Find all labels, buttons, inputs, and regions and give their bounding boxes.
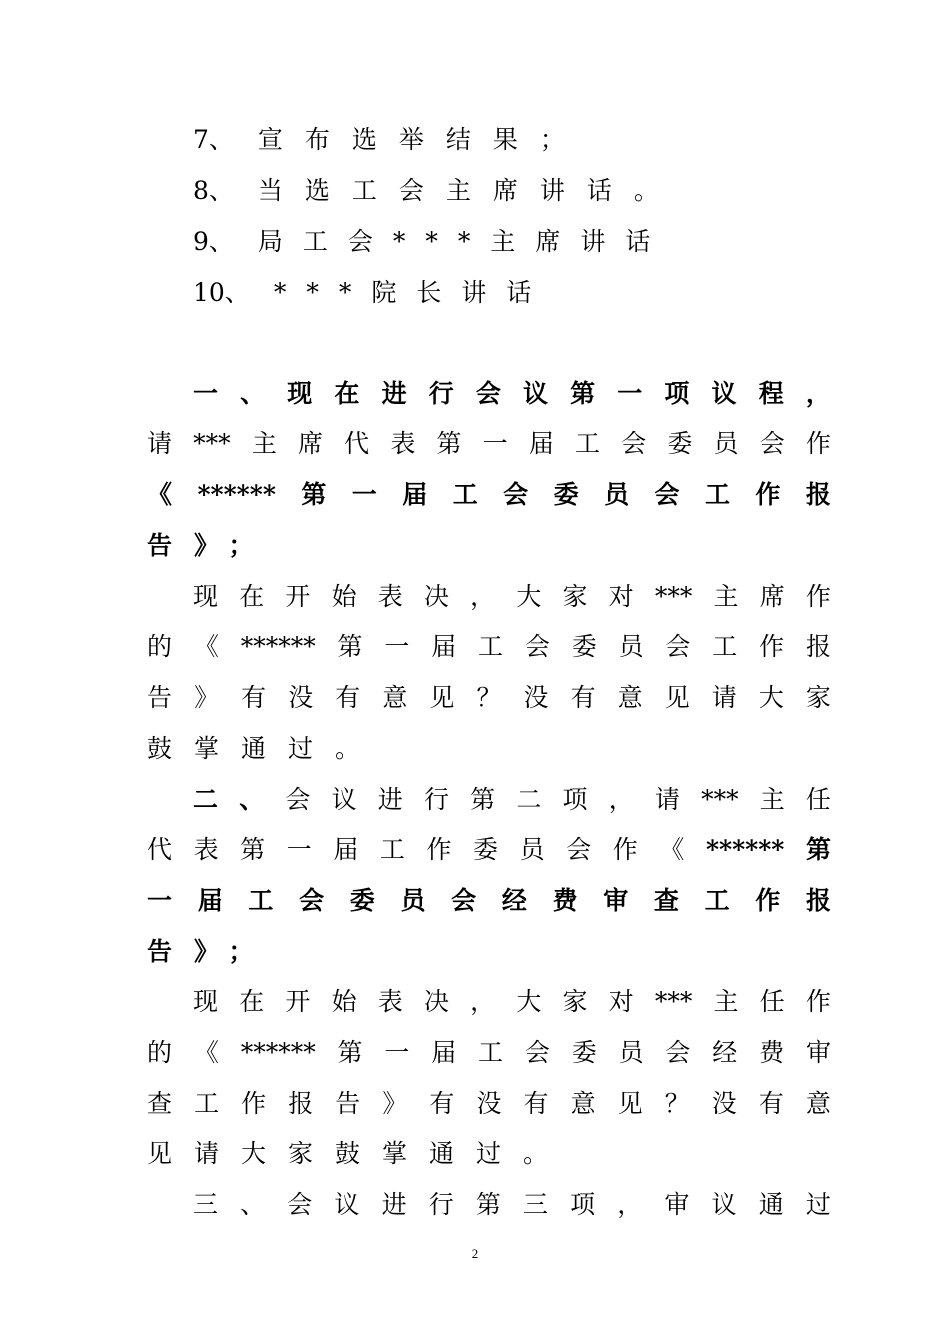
text-glyph: 没: [288, 683, 314, 712]
text-glyph: 主: [713, 582, 739, 611]
vote1-line4-text: 鼓掌通过。: [147, 734, 383, 763]
section2-line3: [147, 881, 831, 921]
text-glyph: 进: [381, 379, 407, 408]
text-glyph: 委: [571, 1038, 597, 1067]
text-glyph: 作: [426, 835, 452, 864]
section1-line2: [147, 424, 831, 464]
text-glyph: 第: [337, 1038, 363, 1067]
text-glyph: 《: [193, 632, 219, 661]
text-glyph: ？: [476, 683, 502, 712]
text-glyph: 请: [711, 683, 737, 712]
text-glyph: 主: [713, 987, 739, 1016]
text-glyph: 会: [665, 632, 691, 661]
text-glyph: 议: [334, 1190, 360, 1219]
text-glyph: 三: [193, 1190, 219, 1219]
vote1-line2: [147, 627, 831, 667]
text-glyph: 议: [711, 1190, 737, 1219]
agenda-item-text: 局工会***主席讲话: [257, 227, 671, 256]
text-glyph: 第: [475, 1190, 501, 1219]
text-glyph: 第: [436, 429, 462, 458]
text-glyph: 一: [193, 379, 219, 408]
text-glyph: 意: [382, 683, 408, 712]
text-glyph: 工: [704, 886, 730, 915]
text-glyph: 、: [240, 379, 266, 408]
text-glyph: 费: [759, 1038, 785, 1067]
text-glyph: 会: [621, 429, 647, 458]
text-glyph: 审: [664, 1190, 690, 1219]
text-glyph: ？: [664, 1089, 690, 1118]
text-glyph: 的: [147, 632, 173, 661]
agenda-item-text: 当选工会主席讲话。: [257, 176, 681, 205]
text-glyph: ***: [654, 582, 693, 611]
text-glyph: 会: [451, 886, 477, 915]
text-glyph: 作: [805, 429, 831, 458]
text-glyph: 有: [241, 683, 267, 712]
text-glyph: 表: [193, 835, 219, 864]
text-glyph: 会: [299, 886, 325, 915]
text-glyph: 会: [665, 1038, 691, 1067]
agenda-item-8: [193, 171, 681, 211]
text-glyph: 查: [653, 886, 679, 915]
text-glyph: 员: [604, 480, 630, 509]
text-glyph: 工: [452, 480, 478, 509]
text-glyph: 对: [608, 582, 634, 611]
text-glyph: 第: [337, 632, 363, 661]
text-glyph: 作: [755, 480, 781, 509]
text-glyph: 有: [335, 683, 361, 712]
text-glyph: 见: [617, 1089, 643, 1118]
text-glyph: 查: [147, 1089, 173, 1118]
text-glyph: 经: [712, 1038, 738, 1067]
text-glyph: 对: [608, 987, 634, 1016]
text-glyph: 一: [147, 886, 173, 915]
text-glyph: 席: [298, 429, 324, 458]
section2-line4-text: 告》；: [147, 937, 276, 966]
text-glyph: 《: [659, 835, 685, 864]
text-glyph: 开: [285, 987, 311, 1016]
text-glyph: 大: [758, 683, 784, 712]
vote1-line1: [193, 577, 831, 617]
text-glyph: 大: [516, 987, 542, 1016]
text-glyph: 工: [712, 632, 738, 661]
section2-line4: [147, 932, 276, 972]
text-glyph: 届: [197, 886, 223, 915]
text-glyph: 项: [562, 785, 588, 814]
text-glyph: 报: [805, 480, 831, 509]
text-glyph: 会: [566, 835, 592, 864]
agenda-item-number: 8、: [193, 176, 234, 205]
section1-line4-text: 告》；: [147, 531, 276, 560]
text-glyph: 在: [334, 379, 360, 408]
text-glyph: 意: [570, 1089, 596, 1118]
text-glyph: 意: [805, 1089, 831, 1118]
text-glyph: 没: [523, 683, 549, 712]
text-glyph: 、: [239, 785, 265, 814]
text-glyph: 有: [570, 683, 596, 712]
vote1-line3: [147, 678, 831, 718]
text-glyph: 二: [516, 785, 542, 814]
text-glyph: 告: [147, 683, 173, 712]
agenda-item-number: 7、: [193, 125, 234, 154]
text-glyph: 任: [805, 785, 831, 814]
text-glyph: 始: [331, 987, 357, 1016]
text-glyph: 》: [194, 683, 220, 712]
text-glyph: 工: [478, 1038, 504, 1067]
text-glyph: 表: [377, 987, 403, 1016]
text-glyph: 员: [713, 429, 739, 458]
text-glyph: 进: [377, 785, 403, 814]
section1-line1: [193, 374, 831, 414]
text-glyph: 有: [758, 1089, 784, 1118]
text-glyph: 代: [344, 429, 370, 458]
text-glyph: ******: [197, 480, 276, 509]
text-glyph: 请: [147, 429, 173, 458]
page-number: 2: [471, 1246, 479, 1261]
text-glyph: 一: [482, 429, 508, 458]
text-glyph: ，: [470, 582, 496, 611]
text-glyph: 会: [654, 480, 680, 509]
text-glyph: 项: [664, 379, 690, 408]
text-glyph: 行: [428, 379, 454, 408]
text-glyph: 主: [251, 429, 277, 458]
text-glyph: ***: [193, 429, 231, 458]
text-glyph: 届: [402, 480, 428, 509]
text-glyph: 作: [241, 1089, 267, 1118]
text-glyph: 会: [524, 632, 550, 661]
text-glyph: 员: [400, 886, 426, 915]
text-glyph: 意: [617, 683, 643, 712]
vote2-line1: [193, 982, 831, 1022]
text-glyph: 届: [431, 1038, 457, 1067]
text-glyph: 工: [379, 835, 405, 864]
agenda-item-number: 9、: [193, 227, 234, 256]
text-glyph: 、: [240, 1190, 266, 1219]
vote2-line3: [147, 1084, 831, 1124]
text-glyph: ，: [608, 785, 634, 814]
text-glyph: 现: [193, 582, 219, 611]
text-glyph: 第: [570, 379, 596, 408]
text-glyph: ******: [240, 632, 316, 661]
text-glyph: 会: [475, 379, 501, 408]
agenda-item-text: ***院长讲话: [273, 278, 552, 307]
text-glyph: 一: [286, 835, 312, 864]
text-glyph: 会: [285, 785, 311, 814]
text-glyph: 届: [333, 835, 359, 864]
text-glyph: 报: [288, 1089, 314, 1118]
text-glyph: 在: [239, 987, 265, 1016]
text-glyph: 决: [423, 582, 449, 611]
text-glyph: 经: [501, 886, 527, 915]
agenda-item-number: 10、: [193, 278, 250, 307]
section2-line1: [193, 780, 831, 820]
text-glyph: 项: [570, 1190, 596, 1219]
text-glyph: 席: [759, 582, 785, 611]
vote2-line2: [147, 1033, 831, 1073]
text-glyph: 议: [522, 379, 548, 408]
text-glyph: 大: [516, 582, 542, 611]
text-glyph: 过: [805, 1190, 831, 1219]
text-glyph: 现: [287, 379, 313, 408]
text-glyph: 没: [476, 1089, 502, 1118]
text-glyph: 二: [193, 785, 219, 814]
text-glyph: ，: [805, 379, 831, 408]
text-glyph: 的: [147, 1038, 173, 1067]
text-glyph: 作: [759, 632, 785, 661]
text-glyph: 一: [384, 632, 410, 661]
text-glyph: 告: [335, 1089, 361, 1118]
text-glyph: 表: [377, 582, 403, 611]
text-glyph: 议: [711, 379, 737, 408]
text-glyph: 一: [351, 480, 377, 509]
text-glyph: 三: [522, 1190, 548, 1219]
text-glyph: 家: [562, 582, 588, 611]
text-glyph: ******: [240, 1038, 316, 1067]
section3-line1: [193, 1185, 831, 1225]
text-glyph: 没: [711, 1089, 737, 1118]
text-glyph: 一: [384, 1038, 410, 1067]
text-glyph: 会: [287, 1190, 313, 1219]
text-glyph: 届: [431, 632, 457, 661]
text-glyph: 代: [147, 835, 173, 864]
text-glyph: 开: [285, 582, 311, 611]
text-glyph: 员: [618, 1038, 644, 1067]
text-glyph: 在: [239, 582, 265, 611]
text-glyph: 决: [423, 987, 449, 1016]
text-glyph: 会: [759, 429, 785, 458]
text-glyph: 主: [759, 785, 785, 814]
text-glyph: 工: [575, 429, 601, 458]
section2-line2: [147, 830, 831, 870]
text-glyph: 家: [805, 683, 831, 712]
text-glyph: 一: [617, 379, 643, 408]
text-glyph: 工: [478, 632, 504, 661]
text-glyph: 有: [429, 1089, 455, 1118]
text-glyph: 表: [390, 429, 416, 458]
text-glyph: 》: [382, 1089, 408, 1118]
text-glyph: 《: [193, 1038, 219, 1067]
agenda-item-9: [193, 222, 670, 262]
text-glyph: 有: [523, 1089, 549, 1118]
text-glyph: 委: [349, 886, 375, 915]
vote2-line4: [147, 1134, 570, 1174]
text-glyph: ***: [654, 987, 693, 1016]
text-glyph: 任: [759, 987, 785, 1016]
text-glyph: 审: [603, 886, 629, 915]
text-glyph: 委: [667, 429, 693, 458]
text-glyph: 议: [331, 785, 357, 814]
text-glyph: ，: [617, 1190, 643, 1219]
text-glyph: 行: [428, 1190, 454, 1219]
text-glyph: 员: [519, 835, 545, 864]
text-glyph: 进: [381, 1190, 407, 1219]
text-glyph: 家: [562, 987, 588, 1016]
text-glyph: 工: [248, 886, 274, 915]
text-glyph: 现: [193, 987, 219, 1016]
agenda-item-text: 宣布选举结果；: [257, 125, 587, 154]
text-glyph: 费: [552, 886, 578, 915]
text-glyph: 见: [664, 683, 690, 712]
text-glyph: 审: [805, 1038, 831, 1067]
text-glyph: 请: [654, 785, 680, 814]
text-glyph: 行: [423, 785, 449, 814]
text-glyph: 届: [528, 429, 554, 458]
text-glyph: 作: [755, 886, 781, 915]
text-glyph: 第: [470, 785, 496, 814]
text-glyph: 第: [805, 835, 831, 864]
agenda-item-7: [193, 120, 587, 160]
section1-line4: [147, 526, 276, 566]
text-glyph: 通: [758, 1190, 784, 1219]
text-glyph: 第: [301, 480, 327, 509]
text-glyph: 报: [805, 632, 831, 661]
text-glyph: 委: [473, 835, 499, 864]
vote2-line4-text: 见请大家鼓掌通过。: [147, 1139, 571, 1168]
text-glyph: 始: [331, 582, 357, 611]
text-glyph: ***: [701, 785, 739, 814]
text-glyph: 作: [805, 582, 831, 611]
text-glyph: ，: [470, 987, 496, 1016]
text-glyph: 作: [805, 987, 831, 1016]
text-glyph: 作: [612, 835, 638, 864]
vote1-line4: [147, 729, 382, 769]
text-glyph: 见: [429, 683, 455, 712]
text-glyph: 会: [524, 1038, 550, 1067]
section1-line3: [147, 475, 831, 515]
text-glyph: 报: [805, 886, 831, 915]
text-glyph: 工: [194, 1089, 220, 1118]
text-glyph: 工: [704, 480, 730, 509]
agenda-item-10: [193, 273, 551, 313]
text-glyph: ******: [705, 835, 785, 864]
text-glyph: 第: [240, 835, 266, 864]
text-glyph: 《: [147, 480, 173, 509]
text-glyph: 委: [553, 480, 579, 509]
text-glyph: 会: [503, 480, 529, 509]
text-glyph: 员: [618, 632, 644, 661]
text-glyph: 委: [571, 632, 597, 661]
text-glyph: 程: [758, 379, 784, 408]
